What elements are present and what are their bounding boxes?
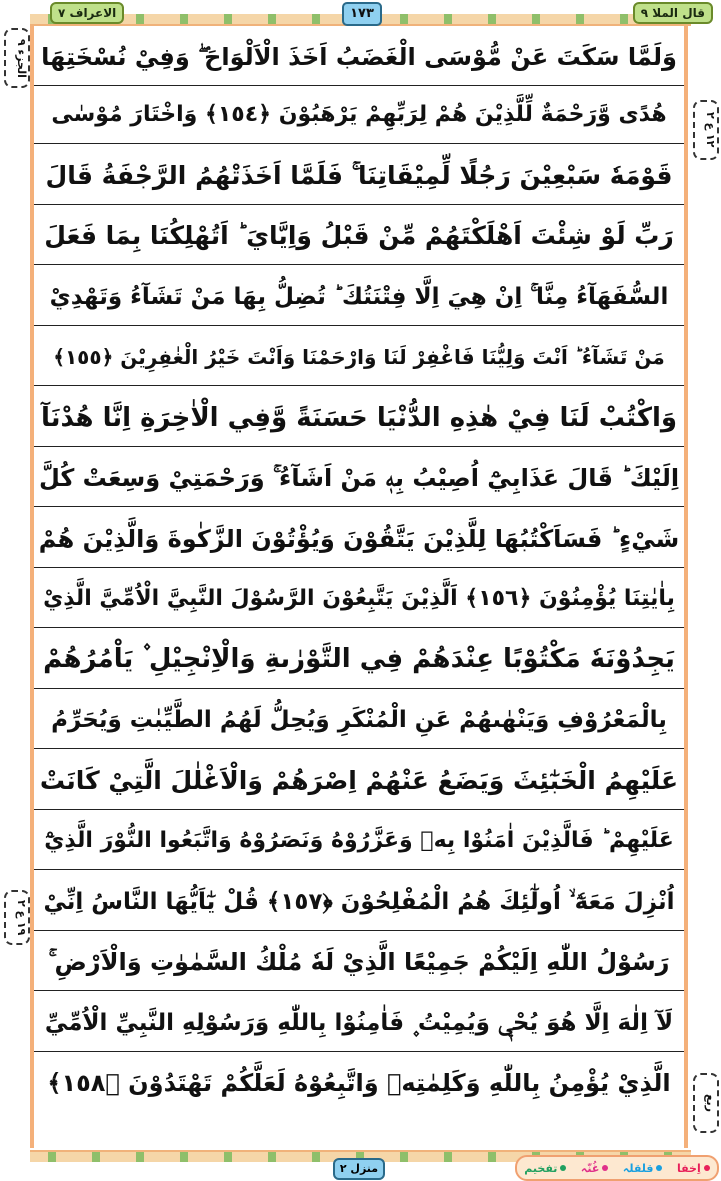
page-number: ١٧٣: [342, 2, 382, 26]
text-line: اِلَيْكَ ؕ قَالَ عَذَابِيْٓ اُصِيْبُ بِهٖ مَنْ اَشَآءُ ۚ وَرَحْمَتِيْ وَسِعَتْ كُلَّ: [34, 449, 684, 507]
text-line: رَبِّ لَوْ شِئْتَ اَهْلَكْتَهُمْ مِّنْ قَبْلُ وَاِيَّايَ ؕ اَتُهْلِكُنَا بِمَا فَعَلَ: [34, 207, 684, 265]
text-line: وَاكْتُبْ لَنَا فِيْ هٰذِهِ الدُّنْيَا حَسَنَةً وَّفِي الْاٰخِرَةِ اِنَّا هُدْنَآ: [34, 389, 684, 447]
ruku-marker-left: ١٩ ع ٢: [4, 890, 30, 945]
legend-dot-icon: [704, 1165, 710, 1171]
ruku-marker-right: ١٢ ع ٢: [693, 100, 719, 160]
text-line: اُنْزِلَ مَعَهٗٓ ۙ اُولٰٓئِكَ هُمُ الْمُفْلِحُوْنَ ﴿١٥٧﴾ قُلْ يٰٓاَيُّهَا النَّاسُ اِنِّيْ: [34, 873, 684, 931]
text-line: عَلَيْهِمْ ؕ فَالَّذِيْنَ اٰمَنُوْا بِهٖ وَعَزَّرُوْهُ وَنَصَرُوْهُ وَاتَّبَعُوا النُّوْرَ الَّذِيْٓ: [34, 812, 684, 870]
rub-marker-right: ربع: [693, 1073, 719, 1133]
text-line: السُّفَهَآءُ مِنَّا ۚ اِنْ هِيَ اِلَّا فِتْنَتُكَ ؕ تُضِلُّ بِهَا مَنْ تَشَآءُ وَتَهْدِيْ: [34, 268, 684, 326]
legend-dot-icon: [602, 1165, 608, 1171]
tajweed-legend: [515, 1155, 719, 1181]
legend-item: اِخفا: [677, 1162, 710, 1175]
text-line: مَنْ تَشَآءُ ؕ اَنْتَ وَلِيُّنَا فَاغْفِرْ لَنَا وَارْحَمْنَا وَاَنْتَ خَيْرُ الْغٰفِرِيْنَ ﴿١٥٥﴾: [34, 328, 684, 386]
text-line: بِالْمَعْرُوْفِ وَيَنْهٰىهُمْ عَنِ الْمُنْكَرِ وَيُحِلُّ لَهُمُ الطَّيِّبٰتِ وَيُحَرِّمُ: [34, 691, 684, 749]
text-line: عَلَيْهِمُ الْخَبٰٓئِثَ وَيَضَعُ عَنْهُمْ اِصْرَهُمْ وَالْاَغْلٰلَ الَّتِيْ كَانَتْ: [34, 752, 684, 810]
text-line: شَيْءٍ ؕ فَسَاَكْتُبُهَا لِلَّذِيْنَ يَتَّقُوْنَ وَيُؤْتُوْنَ الزَّكٰوةَ وَالَّذِيْنَ هُمْ: [34, 510, 684, 568]
legend-dot-icon: [560, 1165, 566, 1171]
text-line: هُدًى وَّرَحْمَةٌ لِّلَّذِيْنَ هُمْ لِرَبِّهِمْ يَرْهَبُوْنَ ﴿١٥٤﴾ وَاخْتَارَ مُوْسٰى: [34, 86, 684, 144]
surah-name-tag: الاعراف ٧: [50, 2, 124, 24]
text-line: بِاٰيٰتِنَا يُؤْمِنُوْنَ ﴿١٥٦﴾ اَلَّذِيْنَ يَتَّبِعُوْنَ الرَّسُوْلَ النَّبِيَّ الْاُمِّيَّ الَّذِيْ: [34, 570, 684, 628]
legend-item: غُنّہ: [581, 1162, 608, 1175]
manzil-tag: منزل ٢: [333, 1158, 385, 1180]
text-line: الَّذِيْ يُؤْمِنُ بِاللّٰهِ وَكَلِمٰتِهٖ وَاتَّبِعُوْهُ لَعَلَّكُمْ تَهْتَدُوْنَ ﴿١٥٨﴾: [47, 1069, 671, 1097]
text-line: قَوْمَهٗ سَبْعِيْنَ رَجُلًا لِّمِيْقَاتِنَا ۚ فَلَمَّا اَخَذَتْهُمُ الرَّجْفَةُ قَالَ: [34, 147, 684, 205]
text-line: يَجِدُوْنَهٗ مَكْتُوْبًا عِنْدَهُمْ فِي التَّوْرٰىةِ وَالْاِنْجِيْلِ ۫ يَاْمُرُهُمْ: [34, 631, 684, 689]
text-line: لَآ اِلٰهَ اِلَّا هُوَ يُحْيٖ وَيُمِيْتُ ۪ فَاٰمِنُوْا بِاللّٰهِ وَرَسُوْلِهِ النَّبِيِّ الْاُمِّيِّ: [34, 994, 684, 1052]
text-line: وَلَمَّا سَكَتَ عَنْ مُّوْسَى الْغَضَبُ اَخَذَ الْاَلْوَاحَ ۖ وَفِيْ نُسْخَتِهَا: [34, 28, 684, 86]
juz-name-tag: قال الملا ٩: [633, 2, 713, 24]
legend-dot-icon: [656, 1165, 662, 1171]
legend-item: تفخیم: [524, 1162, 566, 1175]
juz-marker-left: الجزء ٩: [4, 28, 30, 88]
text-line: رَسُوْلُ اللّٰهِ اِلَيْكُمْ جَمِيْعًا الَّذِيْ لَهٗ مُلْكُ السَّمٰوٰتِ وَالْاَرْضِ ۚ: [34, 933, 684, 991]
legend-item: قلقلہ: [623, 1162, 663, 1175]
